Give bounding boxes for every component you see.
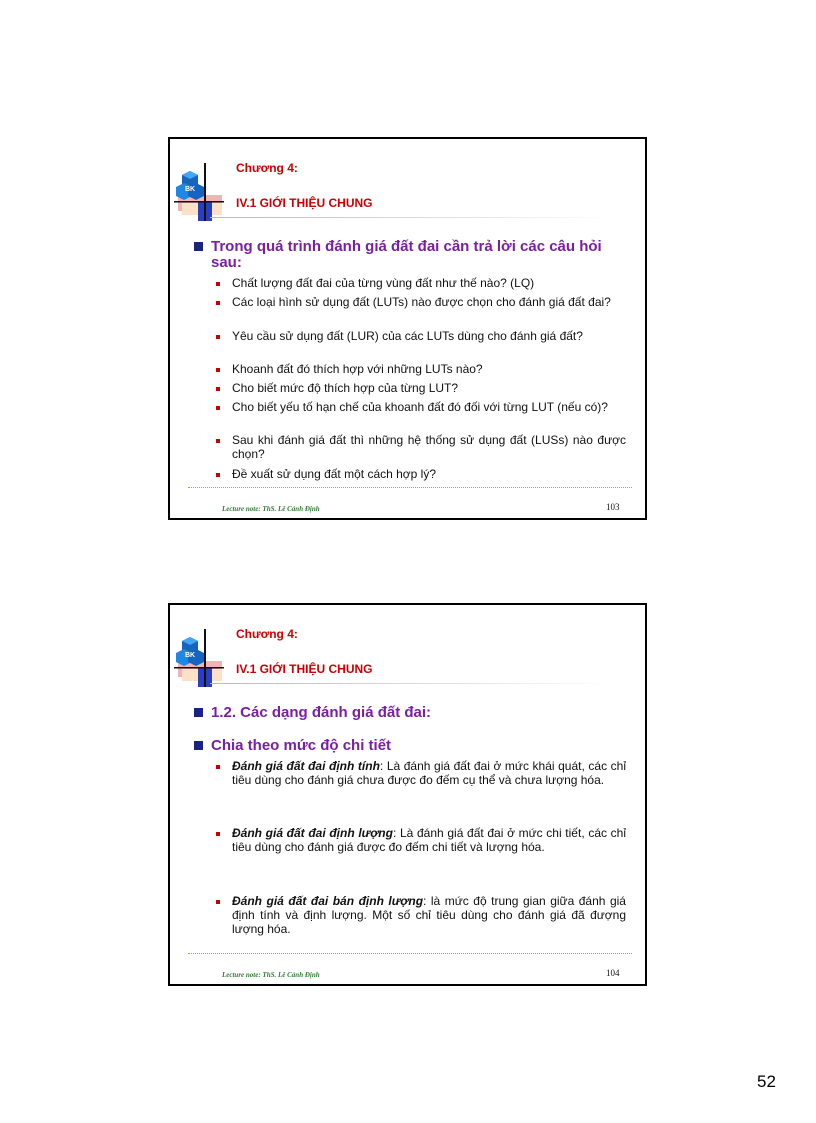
list-item [216,759,626,787]
term: Đánh giá đất đai định lượng [232,826,393,840]
footer-divider [188,953,632,954]
title-divider [210,683,610,684]
title-divider [210,217,610,218]
heading-text: Chia theo mức độ chi tiết [211,737,392,754]
square-bullet-icon [194,242,203,251]
definition: : Là đánh giá đất đai ở mức chi tiết, các chỉ tiêu dùng cho đánh giá được đo đếm chi tiết và lượng hóa. [232,826,626,854]
document-page-number: 52 [757,1072,776,1091]
list-item: Sau khi đánh giá đất thì những hệ thống sử dụng đất (LUSs) nào được chọn? [216,433,626,461]
heading-text: 1.2. Các dạng đánh giá đất đai: [211,704,432,721]
bk-logo-icon [174,627,224,689]
logo-text: BK [184,652,196,659]
slide-104 [168,603,647,986]
list-item [216,826,626,854]
dot-bullet-icon [216,765,220,769]
dot-bullet-icon [216,473,220,477]
slide-number: 103 [606,502,620,512]
dot-bullet-icon [216,368,220,372]
section-title: IV.1 GIỚI THIỆU CHUNG [236,662,373,676]
chapter-label: Chương 4: [236,161,298,175]
heading-text: Trong quá trình đánh giá đất đai cần trả lời các câu hỏi sau: [211,238,602,271]
section-title: IV.1 GIỚI THIỆU CHUNG [236,196,373,210]
list-item [216,894,626,936]
list-item: Cho biết mức độ thích hợp của từng LUT? [216,381,626,395]
list-item: Yêu cầu sử dụng đất (LUR) của các LUTs dùng cho đánh giá đất? [216,329,626,343]
lecture-note: Lecture note: ThS. Lê Cảnh Định [222,505,320,513]
dot-bullet-icon [216,282,220,286]
square-bullet-icon [194,741,203,750]
dot-bullet-icon [216,335,220,339]
square-bullet-icon [194,708,203,717]
dot-bullet-icon [216,387,220,391]
term: Đánh giá đất đai định tính [232,759,380,773]
slide-number: 104 [606,968,620,978]
term: Đánh giá đất đai bán định lượng [232,894,424,908]
logo-text: BK [184,186,196,193]
dot-bullet-icon [216,832,220,836]
list-item: Khoanh đất đó thích hợp với những LUTs nào? [216,362,626,376]
slide-103 [168,137,647,520]
definition: : là mức độ trung gian giữa đánh giá định tính và định lượng. Một số chỉ tiêu dùng cho đánh giá đã đượng lượng hóa. [232,894,626,936]
list-item: Chất lượng đất đai của từng vùng đất như thế nào? (LQ) [216,276,626,290]
dot-bullet-icon [216,439,220,443]
level1-bullet [194,738,614,754]
dot-bullet-icon [216,900,220,904]
bk-logo-icon [174,161,224,223]
chapter-label: Chương 4: [236,627,298,641]
lecture-note: Lecture note: ThS. Lê Cảnh Định [222,971,320,979]
level1-bullet [194,705,614,721]
list-item: Cho biết yếu tố hạn chế của khoanh đất đó đối với từng LUT (nếu có)? [216,400,626,414]
list-item: Đề xuất sử dụng đất một cách hợp lý? [216,467,626,481]
footer-divider [188,487,632,488]
list-item: Các loại hình sử dụng đất (LUTs) nào được chọn cho đánh giá đất đai? [216,295,626,309]
dot-bullet-icon [216,406,220,410]
dot-bullet-icon [216,301,220,305]
level1-bullet [194,239,614,271]
definition: : Là đánh giá đất đai ở mức khái quát, các chỉ tiêu dùng cho đánh giá chưa được đo đếm cụ thể và chưa lượng hóa. [232,759,626,787]
